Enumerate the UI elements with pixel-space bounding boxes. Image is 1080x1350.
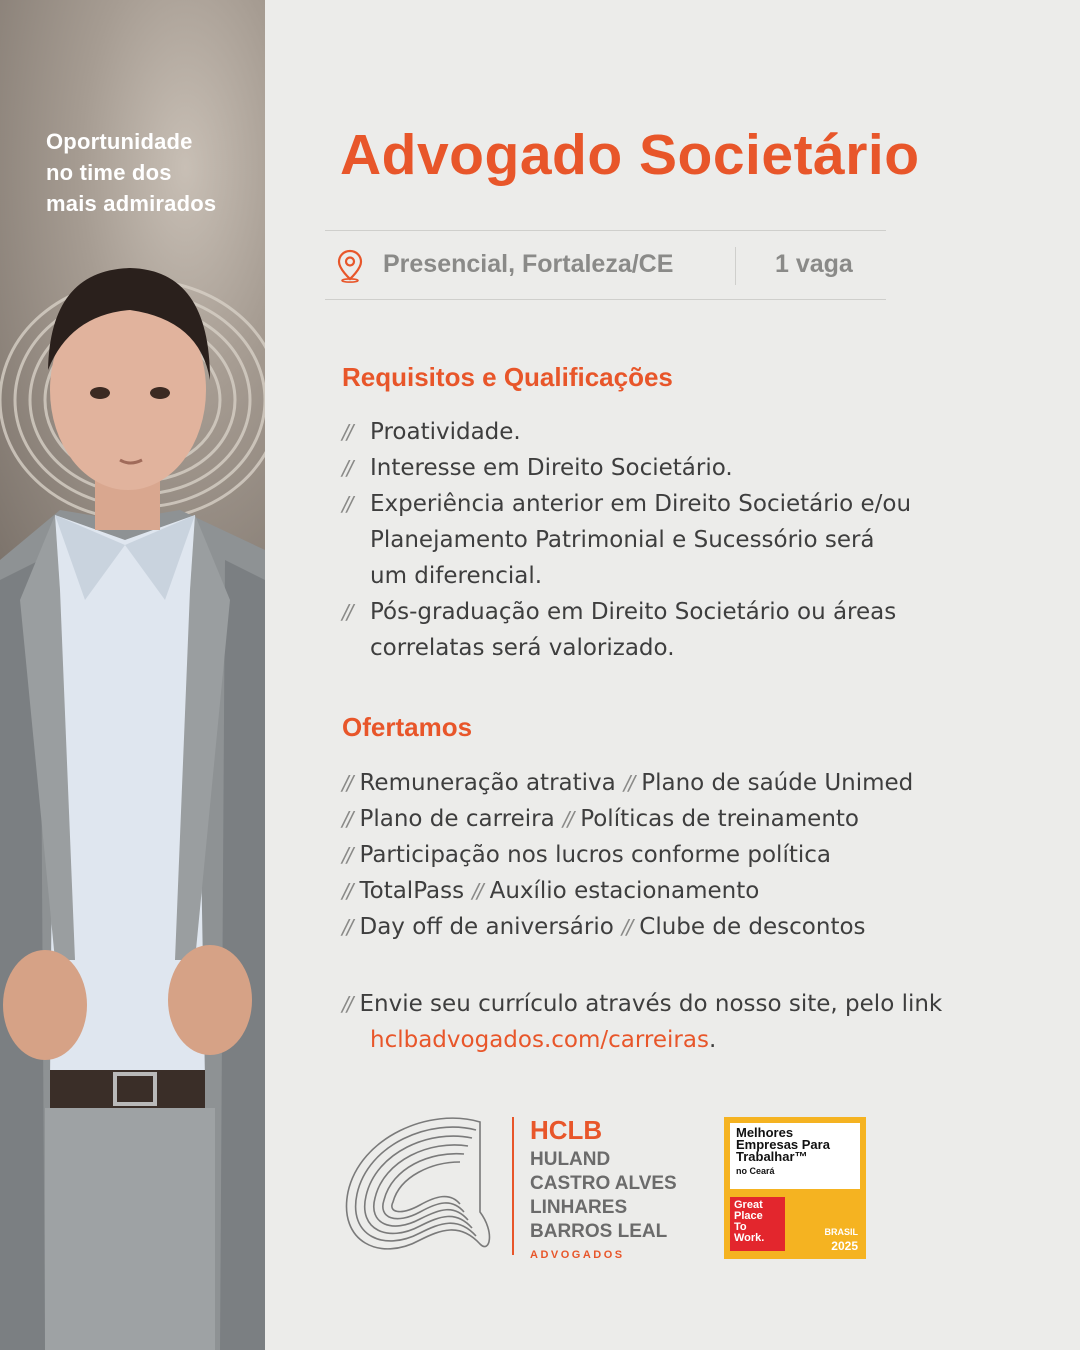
gptw-title-line: Empresas Para [736,1137,830,1152]
slash-marker: // [342,492,352,516]
list-item [342,414,911,450]
offer-row [342,837,913,873]
gptw-region: no Ceará [736,1166,775,1176]
list-item-text: Proatividade. [370,419,521,445]
cta-suffix: . [708,1027,717,1053]
hero-photo [0,0,265,1350]
gptw-title-line: Melhores [736,1125,794,1140]
slash-marker: // [342,456,352,480]
gptw-title-line: Trabalhar™ [736,1149,808,1164]
offer-item: Clube de descontos [639,914,866,940]
offer-row [342,801,913,837]
offers-list [342,765,913,945]
cta-link-row [342,1022,942,1058]
slash-marker: // [623,771,634,795]
slash-marker: // [621,915,632,939]
offers-heading: Ofertamos [342,712,473,742]
offer-item: Plano de saúde Unimed [641,770,914,796]
slash-marker: // [342,992,352,1016]
job-meta-bar [325,230,886,300]
slash-marker: // [342,879,352,903]
offer-item: Participação nos lucros conforme política [359,842,831,868]
firm-partner: CASTRO ALVES [530,1173,677,1194]
list-item [342,450,911,486]
gptw-logo-line: Great [734,1199,763,1211]
offer-item: Remuneração atrativa [359,770,616,796]
firm-partner: LINHARES [530,1197,628,1218]
tagline-line: Oportunidade [46,129,193,154]
job-openings: 1 vaga [775,250,853,278]
firm-brand: HCLB [530,1115,603,1145]
list-item [342,486,911,594]
list-item-text: correlatas será valorizado. [370,635,675,661]
requirements-heading: Requisitos e Qualificações [342,362,673,392]
job-title: Advogado Societário [340,123,920,187]
slash-marker: // [562,807,573,831]
gptw-country: BRASIL [824,1227,858,1237]
offer-row [342,873,913,909]
firm-partner: HULAND [530,1149,611,1170]
tagline [46,126,246,219]
location-pin-icon [337,249,363,283]
job-location: Presencial, Fortaleza/CE [383,250,674,278]
tagline-line: no time dos [46,160,172,185]
tagline-line: mais admirados [46,191,217,216]
meta-divider [735,247,736,285]
logo-divider [512,1117,514,1255]
cta-text-row [342,986,942,1022]
firm-type: ADVOGADOS [530,1249,625,1261]
gptw-logo-line: Place [734,1210,763,1222]
slash-marker: // [342,807,352,831]
cta-text: Envie seu currículo através do nosso site, pelo link [359,991,943,1017]
firm-partner: BARROS LEAL [530,1221,668,1242]
gptw-title-box [730,1123,860,1189]
slash-marker: // [342,915,352,939]
offer-item: Plano de carreira [359,806,555,832]
gptw-logo-line: To [734,1221,747,1233]
firm-logo-mark [340,1112,500,1260]
gptw-year: 2025 [831,1239,858,1253]
application-cta [342,986,942,1058]
list-item-text: Interesse em Direito Societário. [370,455,733,481]
slash-marker: // [342,600,352,624]
offer-item: Day off de aniversário [359,914,614,940]
offer-row [342,909,913,945]
offer-item: Políticas de treinamento [580,806,859,832]
gptw-badge [724,1117,866,1259]
list-item-text: Pós-graduação em Direito Societário ou áreas [370,599,897,625]
job-posting [265,0,1080,1350]
offer-item: Auxílio estacionamento [489,878,760,904]
list-item-text: Experiência anterior em Direito Societário e/ou [370,491,912,517]
list-item-text: Planejamento Patrimonial e Sucessório será [370,527,875,553]
gptw-logo-line: Work. [734,1232,765,1244]
slash-marker: // [472,879,482,903]
requirements-list [342,414,911,666]
offer-item: TotalPass [359,878,465,904]
slash-marker: // [342,843,352,867]
gptw-logo [730,1197,785,1251]
list-item [342,594,911,666]
slash-marker: // [342,771,352,795]
slash-marker: // [342,420,352,444]
firm-logo-text [530,1115,677,1261]
careers-link[interactable]: hclbadvogados.com/carreiras [370,1027,709,1053]
offer-row [342,765,913,801]
list-item-text: um diferencial. [370,563,543,589]
person-portrait [0,260,265,1350]
